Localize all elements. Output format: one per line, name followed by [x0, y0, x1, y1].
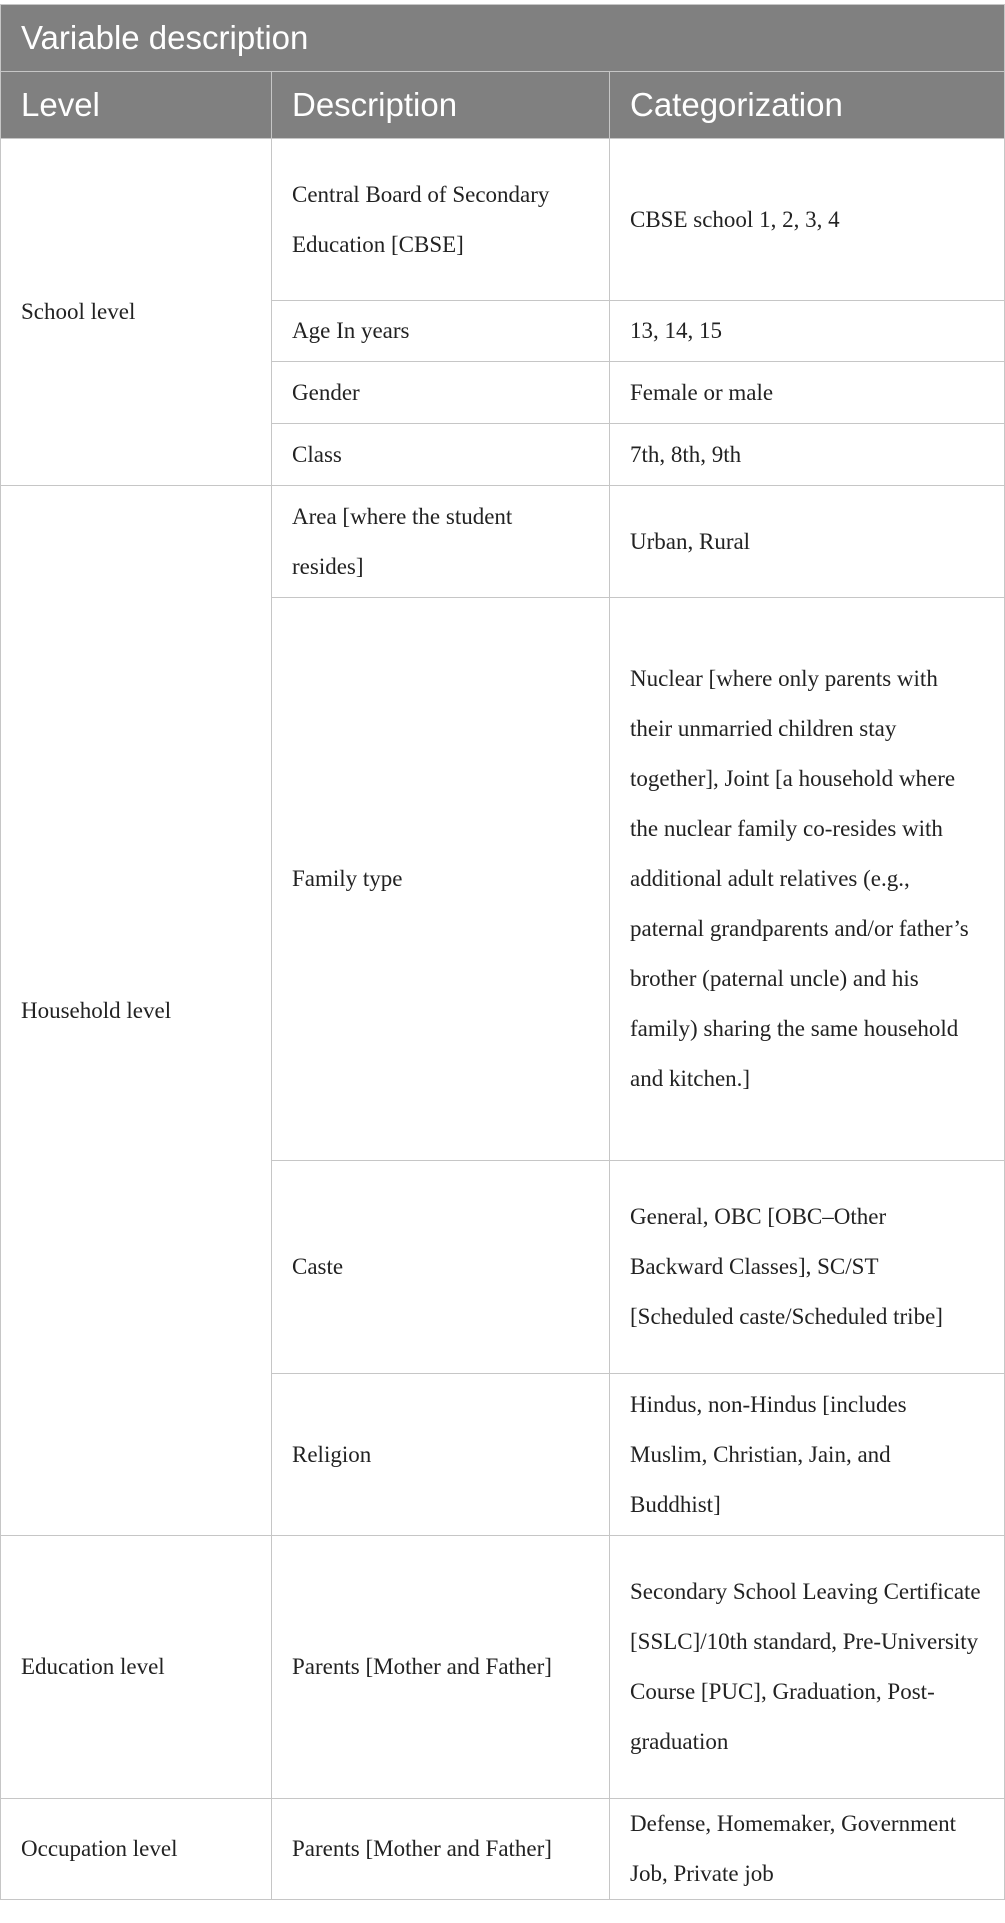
- description-cell: Family type: [272, 598, 610, 1161]
- table-title: Variable description: [1, 5, 1005, 72]
- description-cell: Caste: [272, 1161, 610, 1374]
- level-cell: School level: [1, 139, 272, 486]
- table-row: [1, 1536, 1005, 1799]
- categorization-cell: Female or male: [610, 362, 1005, 424]
- column-header-description: Description: [272, 72, 610, 139]
- categorization-cell: 13, 14, 15: [610, 301, 1005, 362]
- table-row: [1, 139, 1005, 301]
- categorization-cell: Secondary School Leaving Certificate [SSLC]/10th standard, Pre-University Course [PUC], Graduation, Post-graduation: [610, 1536, 1005, 1799]
- column-header-level: Level: [1, 72, 272, 139]
- categorization-cell: Urban, Rural: [610, 486, 1005, 598]
- description-cell: Parents [Mother and Father]: [272, 1536, 610, 1799]
- variable-description-table: [0, 4, 1005, 1900]
- description-cell: Age In years: [272, 301, 610, 362]
- description-cell: Class: [272, 424, 610, 486]
- categorization-cell: General, OBC [OBC–Other Backward Classes], SC/ST [Scheduled caste/Scheduled tribe]: [610, 1161, 1005, 1374]
- categorization-cell: Defense, Homemaker, Government Job, Private job: [610, 1799, 1005, 1900]
- table-row: [1, 486, 1005, 598]
- categorization-cell: 7th, 8th, 9th: [610, 424, 1005, 486]
- table-row: [1, 1799, 1005, 1900]
- categorization-cell: CBSE school 1, 2, 3, 4: [610, 139, 1005, 301]
- level-cell: Occupation level: [1, 1799, 272, 1900]
- description-cell: Religion: [272, 1374, 610, 1536]
- column-header-categorization: Categorization: [610, 72, 1005, 139]
- description-cell: Parents [Mother and Father]: [272, 1799, 610, 1900]
- categorization-cell: Nuclear [where only parents with their unmarried children stay together], Joint [a household where the nuclear family co-resides with additional adult relatives (e.g., paternal grandparents and/or father’s brother (paternal uncle) and his family) sharing the same household and kitchen.]: [610, 598, 1005, 1161]
- description-cell: Central Board of Secondary Education [CBSE]: [272, 139, 610, 301]
- level-cell: Education level: [1, 1536, 272, 1799]
- level-cell: Household level: [1, 486, 272, 1536]
- categorization-cell: Hindus, non-Hindus [includes Muslim, Christian, Jain, and Buddhist]: [610, 1374, 1005, 1536]
- description-cell: Gender: [272, 362, 610, 424]
- description-cell: Area [where the student resides]: [272, 486, 610, 598]
